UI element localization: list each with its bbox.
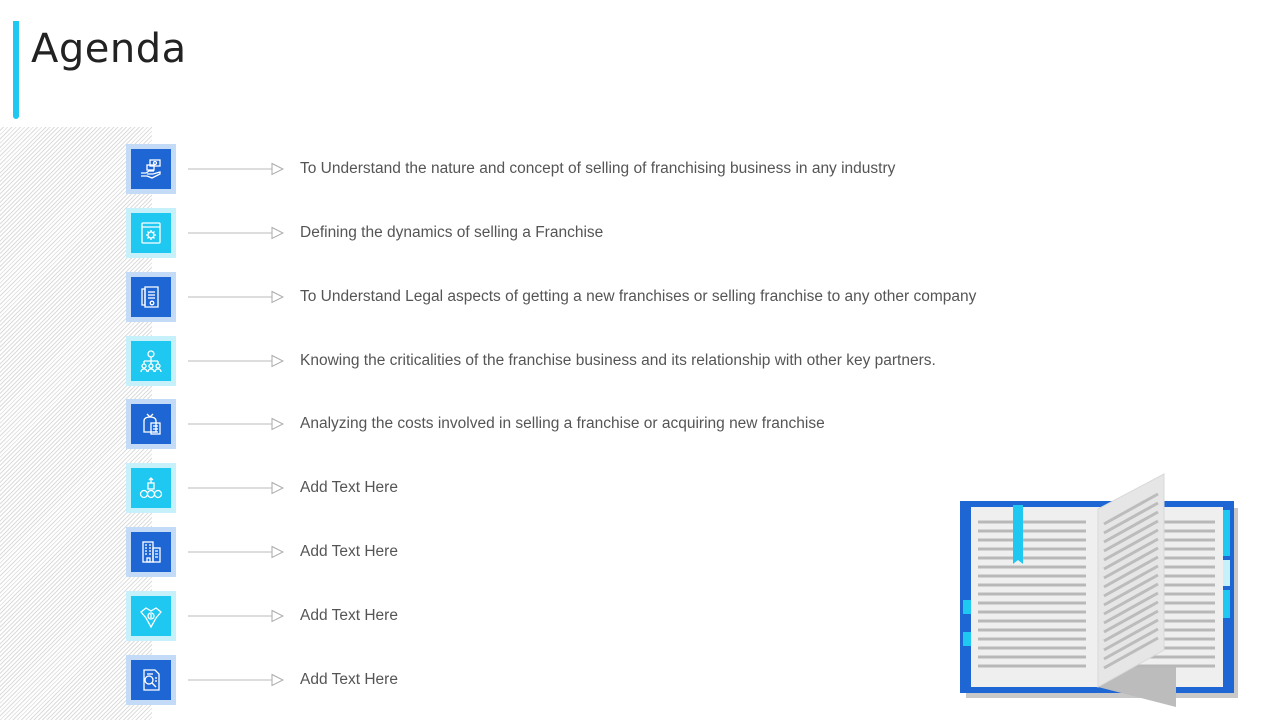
agenda-item [126, 527, 1026, 577]
agenda-item [126, 272, 1026, 322]
legal-document-icon [126, 272, 176, 322]
agenda-item-text: To Understand the nature and concept of selling of franchising business in any industry [300, 160, 896, 177]
connector-arrow [188, 608, 284, 624]
agenda-item [126, 399, 1026, 449]
connector-arrow [188, 672, 284, 688]
connector-arrow [188, 416, 284, 432]
agenda-item-text: To Understand Legal aspects of getting a new franchises or selling franchise to any other company [300, 288, 977, 305]
connector-arrow [188, 225, 284, 241]
handshake-dollar-icon [126, 591, 176, 641]
coins-growth-icon [126, 463, 176, 513]
audit-report-icon [126, 655, 176, 705]
agenda-item-text: Defining the dynamics of selling a Franchise [300, 224, 604, 241]
connector-arrow [188, 161, 284, 177]
agenda-item [126, 591, 1026, 641]
agenda-item-text: Knowing the criticalities of the franchise business and its relationship with other key partners. [300, 352, 936, 369]
page-title: Agenda [31, 26, 187, 72]
agenda-item [126, 208, 1026, 258]
agenda-item-text: Add Text Here [300, 479, 398, 496]
agenda-item-text: Add Text Here [300, 671, 398, 688]
connector-arrow [188, 480, 284, 496]
agenda-item-text: Add Text Here [300, 543, 398, 560]
agenda-item [126, 655, 1026, 705]
building-icon [126, 527, 176, 577]
agenda-item [126, 336, 1026, 386]
connector-arrow [188, 544, 284, 560]
connector-arrow [188, 353, 284, 369]
cost-calculator-icon [126, 399, 176, 449]
agenda-item [126, 463, 1026, 513]
gear-screen-icon [126, 208, 176, 258]
network-people-icon [126, 336, 176, 386]
connector-arrow [188, 289, 284, 305]
hand-money-icon [126, 144, 176, 194]
agenda-item-text: Add Text Here [300, 607, 398, 624]
agenda-item [126, 144, 1026, 194]
open-book-illustration [958, 472, 1243, 707]
agenda-item-text: Analyzing the costs involved in selling a franchise or acquiring new franchise [300, 415, 825, 432]
